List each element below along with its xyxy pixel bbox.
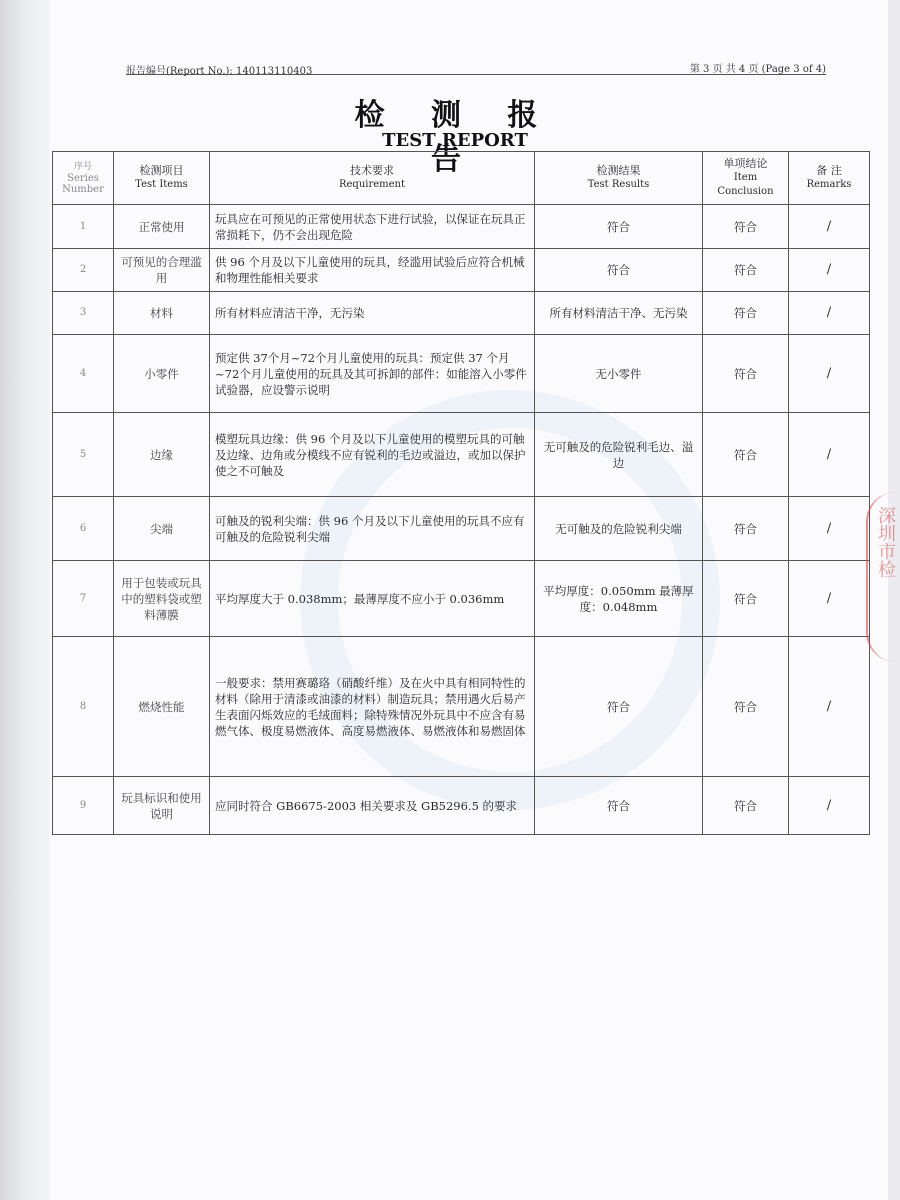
row-requirement: 应同时符合 GB6675-2003 相关要求及 GB5296.5 的要求: [210, 777, 535, 835]
row-requirement: 平均厚度大于 0.038mm；最薄厚度不应小于 0.036mm: [210, 561, 535, 637]
row-remarks: /: [789, 637, 870, 777]
col-header-result-en: Test Results: [587, 179, 650, 190]
row-remarks: /: [789, 497, 870, 561]
row-test-item: 边缘: [114, 413, 210, 497]
col-header-conclusion: [703, 152, 789, 205]
table-row: [53, 292, 870, 335]
row-requirement: 玩具应在可预见的正常使用状态下进行试验，以保证在玩具正常损耗下，仍不会出现危险: [210, 205, 535, 249]
table-row: [53, 777, 870, 835]
row-remarks: /: [789, 292, 870, 335]
row-conclusion: 符合: [703, 249, 789, 292]
row-result: 无小零件: [535, 335, 703, 413]
row-number: 7: [53, 561, 114, 637]
row-result: 符合: [535, 249, 703, 292]
row-test-item: 正常使用: [114, 205, 210, 249]
stamp-text: 深圳市检: [875, 506, 896, 578]
row-conclusion: 符合: [703, 335, 789, 413]
table-row: [53, 497, 870, 561]
col-header-item-cn: 检测项目: [139, 164, 184, 177]
row-number: 3: [53, 292, 114, 335]
row-remarks: /: [789, 561, 870, 637]
title-chinese: 检 测 报 告: [354, 98, 556, 177]
row-remarks: /: [789, 777, 870, 835]
header-rule: [126, 74, 826, 75]
row-conclusion: 符合: [703, 561, 789, 637]
title-english: TEST REPORT: [382, 130, 528, 151]
col-header-conclusion-cn: 单项结论: [723, 157, 768, 170]
row-test-item: 可预见的合理滥用: [114, 249, 210, 292]
row-number: 1: [53, 205, 114, 249]
col-header-remarks-cn: 备 注: [816, 164, 842, 177]
report-number-label: 报告编号(Report No.):: [126, 66, 233, 77]
row-result: 无可触及的危险锐利毛边、溢边: [535, 413, 703, 497]
col-header-number-cn: 序号: [73, 161, 92, 172]
test-results-table: [52, 151, 870, 835]
row-conclusion: 符合: [703, 205, 789, 249]
table-row: [53, 637, 870, 777]
col-header-item-en: Test Items: [135, 179, 188, 190]
col-header-number: [53, 152, 114, 205]
page-indicator: 第 3 页 共 4 页 (Page 3 of 4): [689, 64, 826, 75]
row-result: 所有材料清洁干净、无污染: [535, 292, 703, 335]
row-requirement: 预定供 37个月~72个月儿童使用的玩具：预定供 37 个月~72个月儿童使用的玩具及其可拆卸的部件：如能溶入小零件试验器，应设警示说明: [210, 335, 535, 413]
table-row: [53, 413, 870, 497]
row-remarks: /: [789, 413, 870, 497]
col-header-remarks-en: Remarks: [806, 179, 852, 190]
row-remarks: /: [789, 335, 870, 413]
row-conclusion: 符合: [703, 777, 789, 835]
row-result: 符合: [535, 637, 703, 777]
row-conclusion: 符合: [703, 292, 789, 335]
row-requirement: 所有材料应清洁干净，无污染: [210, 292, 535, 335]
table-row: [53, 335, 870, 413]
col-header-requirement-cn: 技术要求: [350, 164, 394, 177]
row-number: 4: [53, 335, 114, 413]
col-header-result-cn: 检测结果: [596, 164, 641, 177]
row-test-item: 玩具标识和使用说明: [114, 777, 210, 835]
table-row: [53, 249, 870, 292]
row-test-item: 用于包装或玩具中的塑料袋或塑料薄膜: [114, 561, 210, 637]
row-test-item: 尖端: [114, 497, 210, 561]
row-requirement: 一般要求：禁用赛璐珞（硝酸纤维）及在火中具有相同特性的材料（除用于清漆或油漆的材料）制造玩具；禁用遇火后易产生表面闪烁效应的毛绒面料；除特殊情况外玩具中不应含有易燃气体、极度易燃液体、高度易燃液体、易燃液体和易燃固体: [210, 637, 535, 777]
col-header-conclusion-en: Item Conclusion: [717, 172, 774, 197]
row-number: 6: [53, 497, 114, 561]
row-result: 无可触及的危险锐利尖端: [535, 497, 703, 561]
row-conclusion: 符合: [703, 413, 789, 497]
table-header-row: [53, 152, 870, 205]
row-conclusion: 符合: [703, 497, 789, 561]
col-header-item: [114, 152, 210, 205]
table-row: [53, 561, 870, 637]
row-requirement: 供 96 个月及以下儿童使用的玩具，经滥用试验后应符合机械和物理性能相关要求: [210, 249, 535, 292]
row-number: 8: [53, 637, 114, 777]
col-header-result: [535, 152, 703, 205]
row-result: 平均厚度：0.050mm 最薄厚度：0.048mm: [535, 561, 703, 637]
scan-left-margin: [0, 0, 51, 1200]
report-number: 140113110403: [235, 66, 313, 77]
row-conclusion: 符合: [703, 637, 789, 777]
col-header-number-en: Series Number: [62, 172, 104, 195]
row-test-item: 材料: [114, 292, 210, 335]
col-header-requirement-en: Requirement: [338, 179, 406, 190]
col-header-requirement: [210, 152, 535, 205]
row-result: 符合: [535, 205, 703, 249]
col-header-remarks: [789, 152, 870, 205]
row-remarks: /: [789, 249, 870, 292]
row-requirement: 可触及的锐利尖端：供 96 个月及以下儿童使用的玩具不应有可触及的危险锐利尖端: [210, 497, 535, 561]
row-test-item: 燃烧性能: [114, 637, 210, 777]
row-remarks: /: [789, 205, 870, 249]
table-row: [53, 205, 870, 249]
row-number: 5: [53, 413, 114, 497]
row-number: 9: [53, 777, 114, 835]
row-result: 符合: [535, 777, 703, 835]
red-seal-stamp: [866, 492, 900, 662]
row-requirement: 模塑玩具边缘：供 96 个月及以下儿童使用的模塑玩具的可触及边缘、边角或分模线不应有锐利的毛边或溢边，或加以保护使之不可触及: [210, 413, 535, 497]
row-test-item: 小零件: [114, 335, 210, 413]
row-number: 2: [53, 249, 114, 292]
